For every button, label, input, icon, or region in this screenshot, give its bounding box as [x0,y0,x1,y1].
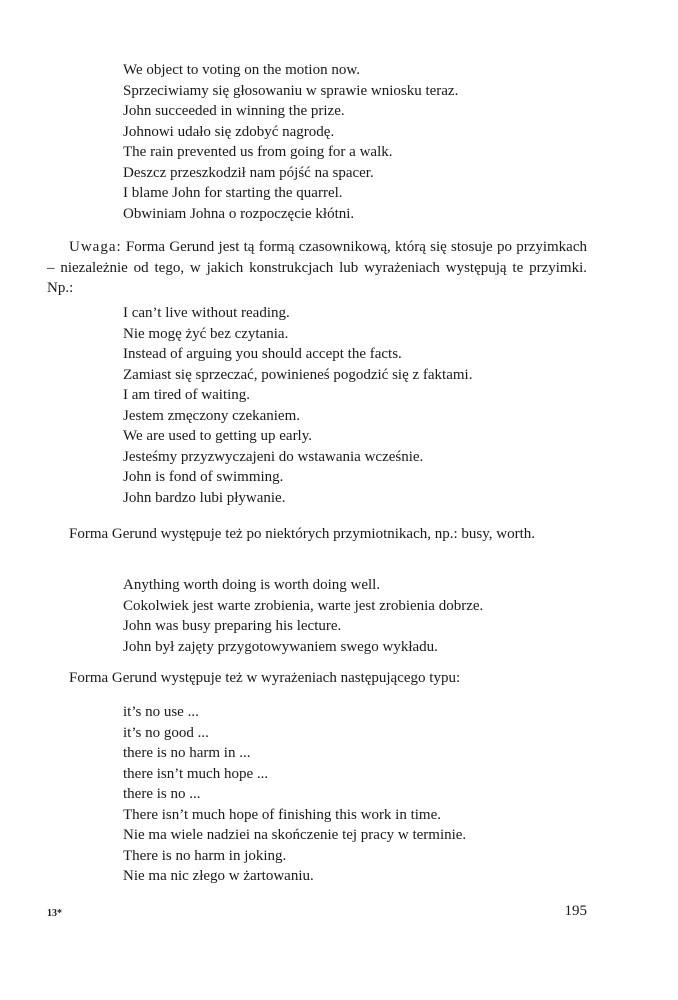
example-block-2 [123,303,472,508]
example-line: I can’t live without reading. [123,305,290,321]
example-line: I blame John for starting the quarrel. [123,185,343,201]
example-line: I am tired of waiting. [123,387,251,403]
note-text: Forma Gerund jest tą formą czasownikową, którą się stosuje po przyimkach – niezależnie od tego, w jakich konstrukcjach lub wyrażeniach występują te przyimki. Np.: [47,239,587,296]
example-line: Zamiast się sprzeczać, powinieneś pogodzić się z faktami. [123,366,473,383]
example-line: Obwiniam Johna o rozpoczęcie kłótni. [123,205,355,222]
note-paragraph-3 [47,668,587,689]
expression-line: it’s no good ... [123,724,209,741]
example-line: John is fond of swimming. [123,469,284,485]
example-line: Instead of arguing you should accept the facts. [123,346,402,362]
example-block-3 [123,575,483,657]
note-paragraph-1 [47,237,587,299]
example-block-1 [123,60,458,224]
example-block-4 [123,702,466,887]
example-line: The rain prevented us from going for a walk. [123,144,393,160]
example-line: Sprzeciwiamy się głosowaniu w sprawie wniosku teraz. [123,82,459,99]
expression-line: there isn’t much hope ... [123,765,269,782]
note-text: Forma Gerund występuje też po niektórych przymiotnikach, np.: busy, worth. [69,526,536,542]
note-text: Forma Gerund występuje też w wyrażeniach następującego typu: [69,670,461,686]
example-line: John was busy preparing his lecture. [123,618,342,634]
example-line: John succeeded in winning the prize. [123,103,345,119]
note-paragraph-2 [47,524,587,545]
expression-line: there is no ... [123,786,201,802]
note-label: Uwaga: [69,239,122,255]
example-line: There isn’t much hope of finishing this work in time. [123,806,442,823]
example-line: We are used to getting up early. [123,428,313,444]
example-line: Cokolwiek jest warte zrobienia, warte jest zrobienia dobrze. [123,597,484,614]
expression-line: it’s no use ... [123,704,199,720]
expression-line: there is no harm in ... [123,745,251,761]
page-number: 195 [564,903,587,919]
example-line: Johnowi udało się zdobyć nagrodę. [123,123,335,140]
example-line: Jestem zmęczony czekaniem. [123,407,300,424]
example-line: Deszcz przeszkodził nam pójść na spacer. [123,164,374,181]
example-line: We object to voting on the motion now. [123,62,360,78]
example-line: Nie ma nic złego w żartowaniu. [123,868,314,884]
example-line: There is no harm in joking. [123,847,287,864]
example-line: John był zajęty przygotowywaniem swego wykładu. [123,638,438,655]
example-line: Anything worth doing is worth doing well. [123,577,381,593]
example-line: Jesteśmy przyzwyczajeni do wstawania wcześnie. [123,448,424,465]
signature-mark: 13* [47,908,62,919]
example-line: Nie mogę żyć bez czytania. [123,325,289,342]
example-line: John bardzo lubi pływanie. [123,489,286,506]
example-line: Nie ma wiele nadziei na skończenie tej pracy w terminie. [123,827,467,843]
